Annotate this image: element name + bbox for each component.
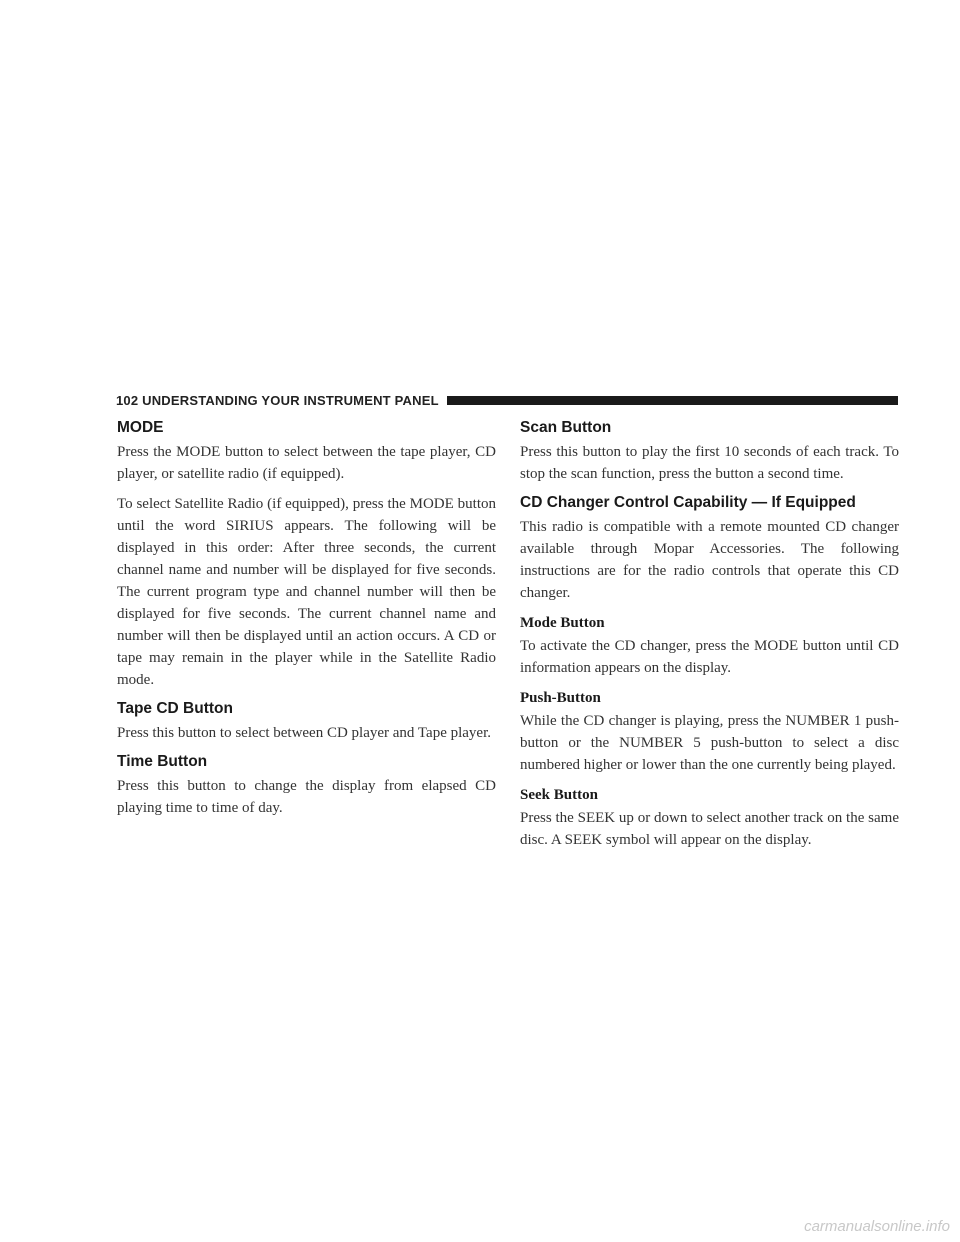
subheading-seek-button: Seek Button — [520, 787, 598, 803]
watermark: carmanualsonline.info — [804, 1218, 950, 1235]
page-header-text: 102 UNDERSTANDING YOUR INSTRUMENT PANEL — [116, 392, 439, 408]
page-header — [116, 391, 898, 409]
section-heading-cd-changer: CD Changer Control Capability — If Equipped — [520, 494, 856, 511]
paragraph: Press this button to select between CD player and Tape player. — [117, 725, 491, 741]
paragraph: To activate the CD changer, press the MODE button until CD information appears on the display. — [520, 638, 899, 676]
subheading-mode-button: Mode Button — [520, 615, 605, 631]
subheading-push-button: Push-Button — [520, 690, 601, 706]
paragraph: To select Satellite Radio (if equipped), press the MODE button until the word SIRIUS appears. The following will be displayed in this order: After three seconds, the current channel name and number will be displayed for five seconds. The current program type and channel number will then be displayed for five seconds. The current channel name and number will then be displayed until an action occurs. A CD or tape may remain in the player while in the Satellite Radio mode. — [117, 496, 496, 688]
paragraph: Press this button to play the first 10 seconds of each track. To stop the scan function, press the button a second time. — [520, 444, 899, 482]
section-heading-scan: Scan Button — [520, 419, 612, 436]
paragraph: Press the SEEK up or down to select another track on the same disc. A SEEK symbol will appear on the display. — [520, 810, 899, 848]
section-heading-time: Time Button — [117, 753, 208, 770]
paragraph: This radio is compatible with a remote mounted CD changer available through Mopar Accessories. The following instructions are for the radio controls that operate this CD changer. — [520, 519, 899, 601]
section-heading-tape-cd: Tape CD Button — [117, 700, 233, 717]
paragraph: While the CD changer is playing, press the NUMBER 1 push-button or the NUMBER 5 push-button to select a disc numbered higher or lower than the one currently being played. — [520, 713, 899, 773]
section-heading-mode: MODE — [117, 419, 164, 436]
right-column — [520, 418, 899, 859]
header-rule — [447, 396, 898, 405]
left-column — [117, 418, 496, 827]
paragraph: Press this button to change the display from elapsed CD playing time to time of day. — [117, 778, 496, 816]
paragraph: Press the MODE button to select between the tape player, CD player, or satellite radio (if equipped). — [117, 444, 496, 482]
